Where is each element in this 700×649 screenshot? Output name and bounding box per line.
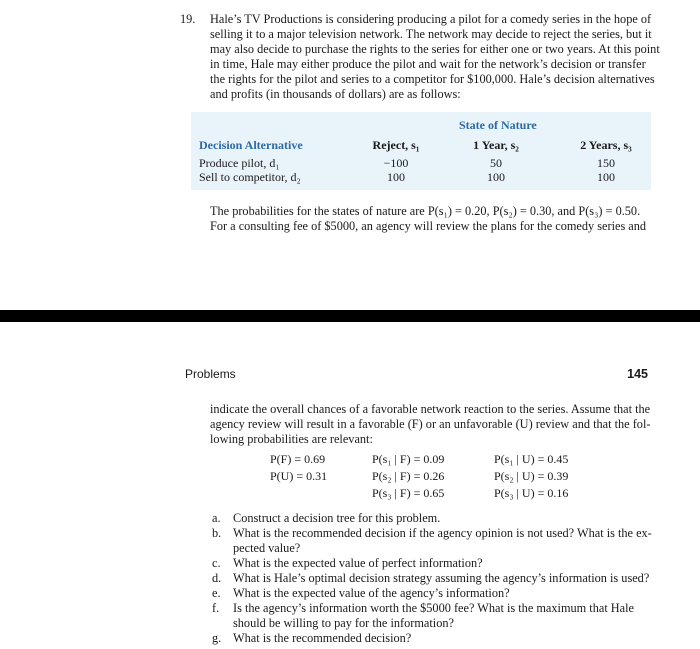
item-text: What is the expected value of the agency’s information? — [233, 586, 510, 600]
table-cell: 100 — [597, 170, 615, 184]
item-text: Is the agency’s information worth the $5000 fee? What is the maximum that Hale — [233, 601, 635, 615]
item-letter: d. — [212, 571, 222, 585]
continuation-text — [210, 402, 652, 447]
continuation-line: indicate the overall chances of a favorable network reaction to the series. Assume that the — [210, 402, 651, 416]
running-header: Problems — [185, 367, 236, 381]
question-intro — [210, 12, 660, 102]
item-text: should be willing to pay for the information? — [233, 616, 454, 630]
intro-line: Hale’s TV Productions is considering producing a pilot for a comedy series in the hope of — [210, 12, 652, 26]
intro-line: selling it to a major television network. The network may decide to reject the series, but it — [210, 27, 652, 41]
table-cell: 150 — [597, 156, 615, 170]
item-letter: c. — [212, 556, 221, 570]
question-number: 19. — [180, 12, 196, 26]
probability-value: P(s₁ | F) = 0.09 — [372, 452, 445, 466]
intro-line: and profits (in thousands of dollars) are as follows: — [210, 87, 461, 101]
intro-line: the rights for the pilot and series to a competitor for $100,000. Hale’s decision alternatives — [210, 72, 655, 86]
item-text: What is the expected value of perfect information? — [233, 556, 483, 570]
item-text: Construct a decision tree for this problem. — [233, 511, 441, 525]
item-text: What is the recommended decision? — [233, 631, 412, 645]
item-letter: b. — [212, 526, 222, 540]
probability-line: For a consulting fee of $5000, an agency will review the plans for the comedy series and — [210, 219, 647, 233]
probability-value: P(F) = 0.69 — [270, 452, 326, 466]
probability-line: The probabilities for the states of nature are P(s₁) = 0.20, P(s₂) = 0.30, and P(s₃) = 0.50. — [210, 204, 641, 218]
state-of-nature-header: State of Nature — [459, 118, 537, 132]
probability-value: P(s₃ | F) = 0.65 — [372, 486, 445, 500]
item-letter: e. — [212, 586, 221, 600]
probability-value: P(s₃ | U) = 0.16 — [494, 486, 569, 500]
item-letter: f. — [212, 601, 220, 615]
intro-line: may also decide to purchase the rights to the series for either one or two years. At this point — [210, 42, 660, 56]
item-text: pected value? — [233, 541, 301, 555]
probability-value: P(s₂ | U) = 0.39 — [494, 469, 569, 483]
table-cell: 100 — [387, 170, 405, 184]
table-cell: 100 — [487, 170, 505, 184]
column-header-decision: Decision Alternative — [199, 138, 303, 152]
payoff-table — [191, 112, 651, 190]
item-text: What is the recommended decision if the agency opinion is not used? What is the ex- — [233, 526, 652, 540]
probability-text — [210, 204, 652, 234]
column-header-1-year: 1 Year, s₂ — [473, 138, 519, 152]
probability-value: P(U) = 0.31 — [270, 469, 328, 483]
page-number: 145 — [627, 367, 648, 381]
continuation-line: lowing probabilities are relevant: — [210, 432, 373, 446]
table-cell: −100 — [383, 156, 409, 170]
table-cell: Produce pilot, d₁ — [199, 156, 280, 170]
table-cell: 50 — [490, 156, 502, 170]
column-header-2-years: 2 Years, s₃ — [580, 138, 632, 152]
page-separator — [0, 310, 700, 322]
page-top — [0, 0, 700, 311]
item-letter: a. — [212, 511, 221, 525]
item-text: What is Hale’s optimal decision strategy assuming the agency’s information is used? — [233, 571, 650, 585]
intro-line: in time, Hale may either produce the pilot and wait for the network’s decision or transfer — [210, 57, 646, 71]
probability-value: P(s₁ | U) = 0.45 — [494, 452, 569, 466]
probability-value: P(s₂ | F) = 0.26 — [372, 469, 445, 483]
table-cell: Sell to competitor, d₂ — [199, 170, 301, 184]
column-header-reject: Reject, s₁ — [372, 138, 420, 152]
continuation-line: agency review will result in a favorable (F) or an unfavorable (U) review and that the fol- — [210, 417, 651, 431]
page-bottom — [0, 322, 700, 649]
item-letter: g. — [212, 631, 222, 645]
